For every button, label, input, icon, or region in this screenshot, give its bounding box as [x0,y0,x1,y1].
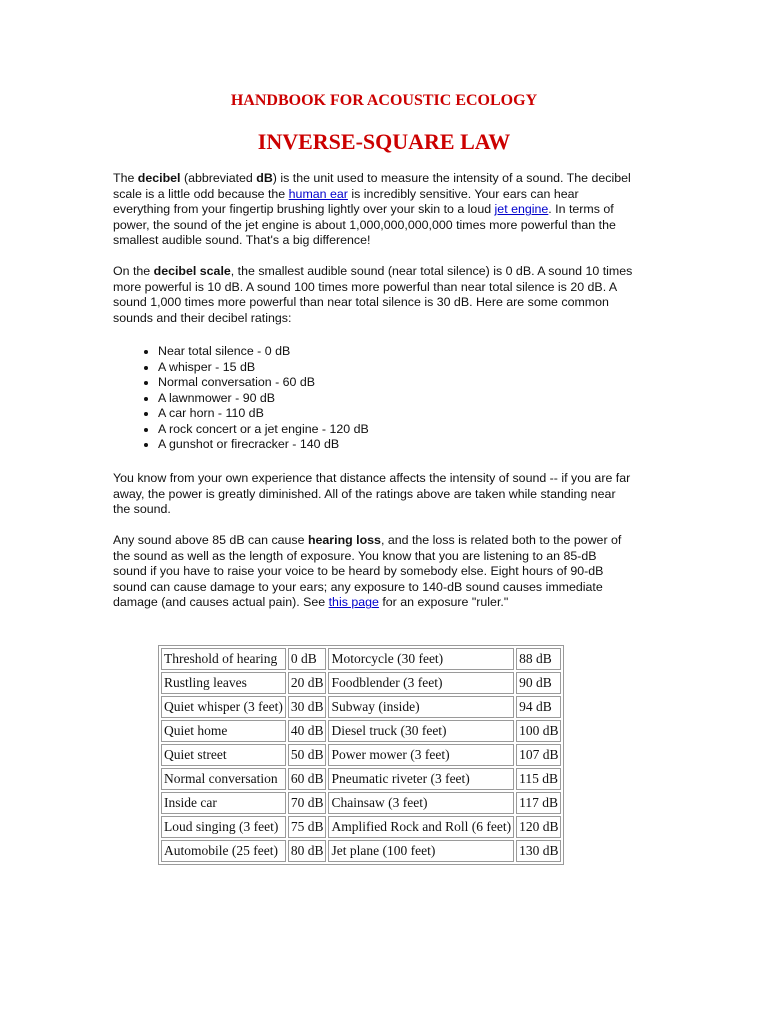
table-row [161,768,561,790]
table-cell: 75 dB [288,816,327,838]
bold-term-decibel: decibel [137,171,181,185]
paragraph-decibel-scale [113,264,633,326]
table-cell: 40 dB [288,720,327,742]
table-row [161,648,561,670]
decibel-table [158,645,564,865]
table-cell: 50 dB [288,744,327,766]
table-cell: Quiet whisper (3 feet) [161,696,286,718]
text-run: On the [113,264,154,278]
link-this-page[interactable]: this page [328,595,379,610]
table-cell: Inside car [161,792,286,814]
table-cell: Normal conversation [161,768,286,790]
link-jet-engine[interactable]: jet engine [494,202,549,217]
list-item: • Near total silence - 0 dB [158,344,658,360]
book-title: HANDBOOK FOR ACOUSTIC ECOLOGY [230,92,538,109]
list-item: • A gunshot or firecracker - 140 dB [158,437,658,453]
table-cell: Amplified Rock and Roll (6 feet) [328,816,514,838]
table-cell: 100 dB [516,720,561,742]
table-cell: Pneumatic riveter (3 feet) [328,768,514,790]
table-row [161,816,561,838]
text-run: The [113,171,138,185]
table-cell: Chainsaw (3 feet) [328,792,514,814]
table-cell: 80 dB [288,840,327,862]
table-cell: Subway (inside) [328,696,514,718]
table-row [161,672,561,694]
list-item: • A rock concert or a jet engine - 120 dB [158,422,658,438]
list-item: • A car horn - 110 dB [158,406,658,422]
list-item: • A whisper - 15 dB [158,360,658,376]
table-row [161,840,561,862]
table-cell: 60 dB [288,768,327,790]
table-cell: Jet plane (100 feet) [328,840,514,862]
text-run: is incredibly sensitive. Your ears can hear everything from your fingertip brushing lightly over your skin to a loud [113,186,579,217]
table-cell: Motorcycle (30 feet) [328,648,514,670]
table-cell: Foodblender (3 feet) [328,672,514,694]
table-cell: 0 dB [288,648,327,670]
table-cell: 20 dB [288,672,327,694]
text-run: Any sound above 85 dB can cause [113,533,308,547]
table-cell: Threshold of hearing [161,648,286,670]
table-cell: 117 dB [516,792,561,814]
table-cell: 107 dB [516,744,561,766]
table-cell: Loud singing (3 feet) [161,816,286,838]
page-title: INVERSE-SQUARE LAW [257,129,511,154]
paragraph-distance: You know from your own experience that distance affects the intensity of sound -- if you are far away, the power is greatly diminished. All of the ratings above are taken while standing near the sound. [113,471,631,517]
text-run: (abbreviated [180,171,257,185]
sound-ratings-list [113,344,658,453]
table-cell: 30 dB [288,696,327,718]
text-run: , and the loss is related both to the power of the sound as well as the length of exposure. You know that you are listening to an 85-dB sound if you have to raise your voice to be heard by somebody else. Eight hours of 90-dB sound can cause damage to your ears; any exposure to 140-dB sound causes immediate damage (and causes actual pain). See [113,533,622,610]
table-cell: Quiet street [161,744,286,766]
text-run: , the smallest audible sound (near total silence) is 0 dB. A sound 10 times more powerful is 10 dB. A sound 100 times more powerful than near total silence is 20 dB. A sound 1,000 times more powerful than near total silence is 30 dB. Here are some common sounds and their decibel ratings: [113,264,633,325]
bold-term-hearing-loss: hearing loss [307,533,381,547]
table-cell: 90 dB [516,672,561,694]
table-cell: 94 dB [516,696,561,718]
table-cell: Diesel truck (30 feet) [328,720,514,742]
list-item: • A lawnmower - 90 dB [158,391,658,407]
table-row [161,696,561,718]
link-human-ear[interactable]: human ear [288,186,348,201]
text-run: ) is the unit used to measure the intensity of a sound. The decibel scale is a little odd because the [113,171,631,201]
paragraph-hearing-loss [113,533,633,611]
table-cell: 115 dB [516,768,561,790]
table-cell: 70 dB [288,792,327,814]
decibel-table-wrapper [158,645,564,865]
table-cell: Automobile (25 feet) [161,840,286,862]
table-cell: Quiet home [161,720,286,742]
bold-term-db: dB [256,171,273,185]
paragraph-decibel-intro [113,171,633,249]
list-item: • Normal conversation - 60 dB [158,375,658,391]
table-row [161,720,561,742]
table-row [161,744,561,766]
text-run: for an exposure "ruler." [378,595,509,610]
table-cell: 130 dB [516,840,561,862]
table-cell: Power mower (3 feet) [328,744,514,766]
table-row [161,792,561,814]
table-cell: Rustling leaves [161,672,286,694]
table-cell: 120 dB [516,816,561,838]
text-run: . In terms of power, the sound of the jet engine is about 1,000,000,000,000 times more powerful than the smallest audible sound. That's a big difference! [113,202,616,248]
table-cell: 88 dB [516,648,561,670]
bold-term-decibel-scale: decibel scale [153,264,231,278]
